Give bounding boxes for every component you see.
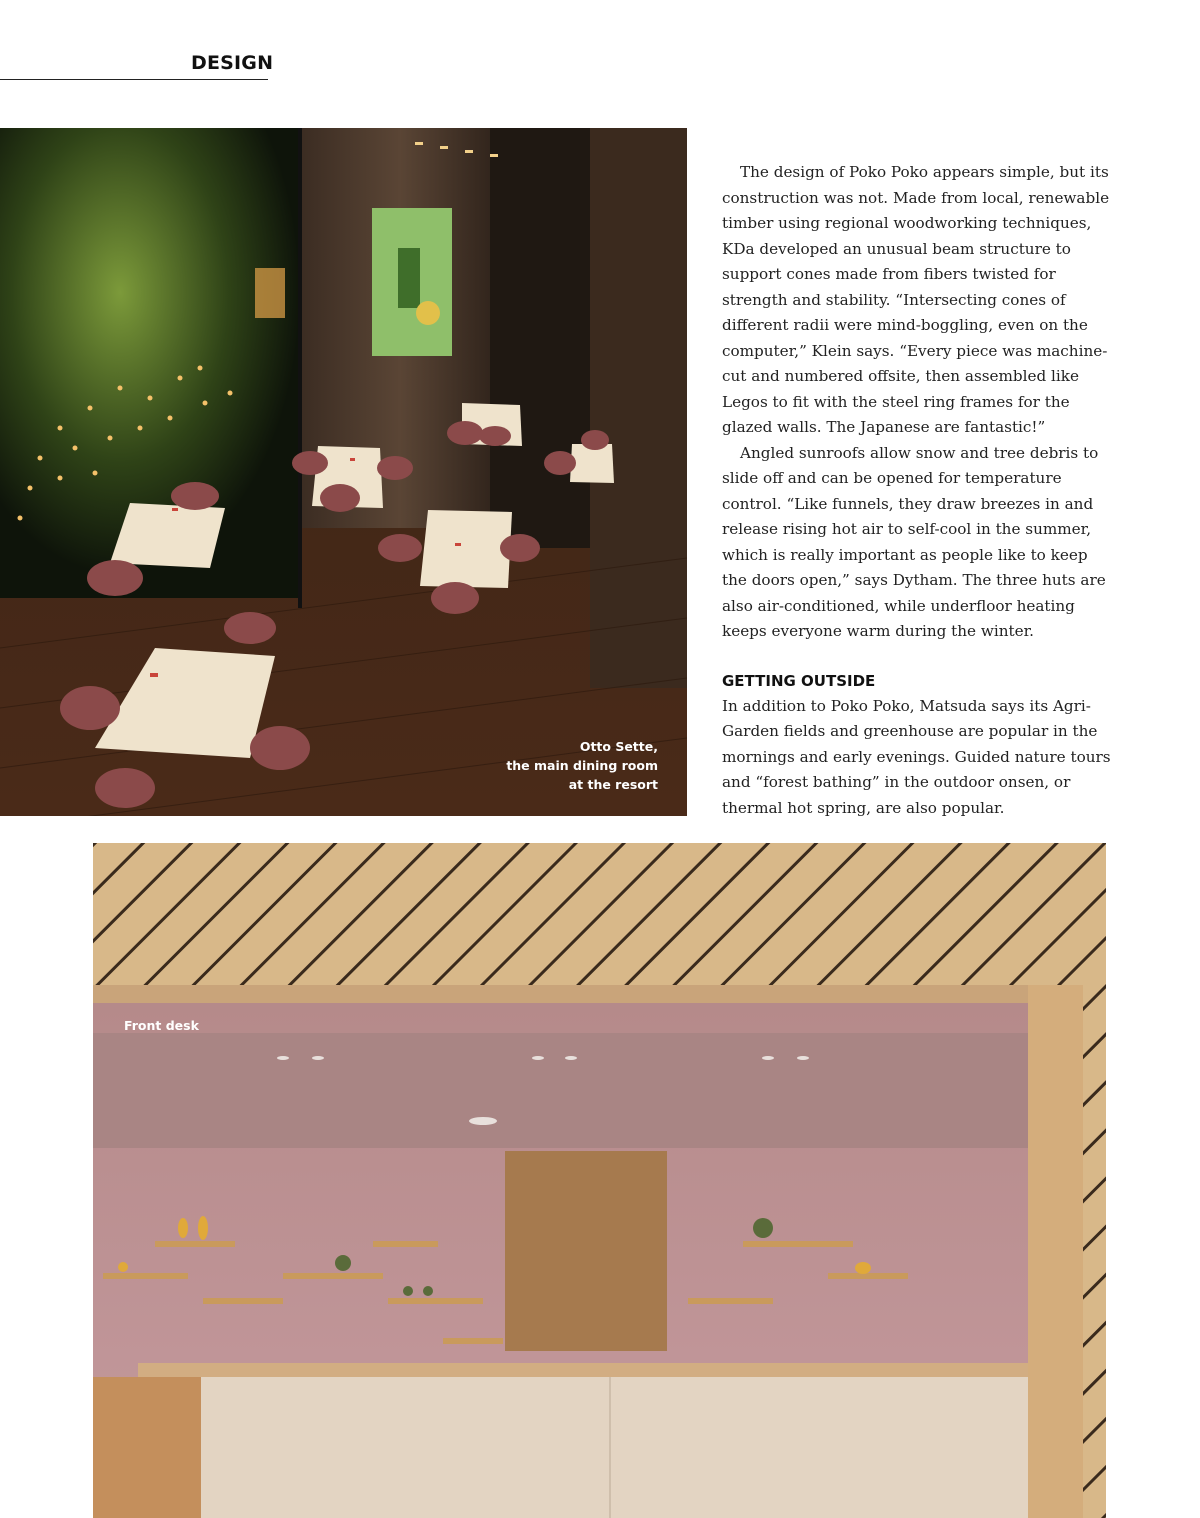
dining-room-photo [0,128,687,816]
article-paragraph: In addition to Poko Poko, Matsuda says its Agri-Garden fields and greenhouse are popular in the mornings and early evenings. Guided nature tours and “forest bathing” in the outdoor onsen, or thermal hot spring, are also popular. [722,696,1111,817]
article-paragraph: The design of Poko Poko appears simple, but its construction was not. Made from local, renewable timber using regional woodworking techniques, KDa developed an unusual beam structure to support cones made from fibers twisted for strength and stability. “Intersecting cones of different radii were mind-boggling, even on the computer,” Klein says. “Every piece was machine-cut and numbered offsite, then assembled like Legos to fit with the steel ring frames for the glazed walls. The Japanese are fantastic!” [722,163,1110,436]
section-label: DESIGN [191,52,274,74]
dining-room-caption [438,737,658,794]
front-desk-illustration [93,843,1106,1518]
caption-line: the main dining room [506,758,658,773]
caption-line: at the resort [568,777,658,792]
section-rule [0,79,268,80]
article-paragraph: Angled sunroofs allow snow and tree debris to slide off and can be opened for temperature control. “Like funnels, they draw breezes in and release rising hot air to self-cool in the summer, which is really important as people like to keep the doors open,” says Dytham. The three huts are also air-conditioned, while underfloor heating keeps everyone warm during the winter. [722,443,1106,640]
dining-room-illustration [0,128,687,816]
article-body [722,160,1114,821]
front-desk-caption: Front desk [124,1018,199,1033]
article-subhead: GETTING OUTSIDE [722,671,876,690]
front-desk-photo [93,843,1106,1518]
caption-line: Otto Sette, [579,739,658,754]
